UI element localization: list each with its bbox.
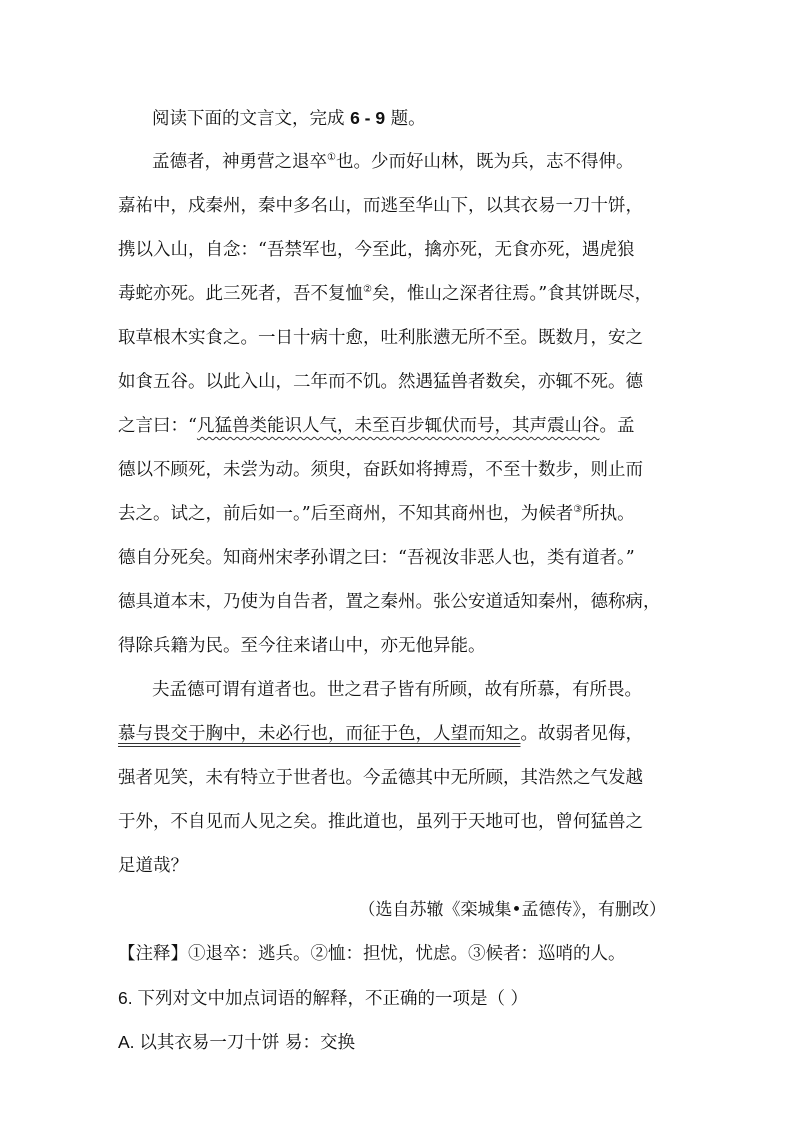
question-stem: 下列对文中加点词语的解释，不正确的一项是（ ） (137, 989, 529, 1009)
passage-line-3: 携以入山，自念：“吾禁军也，今至此，擒亦死，无食亦死，遇虎狼 (118, 240, 635, 260)
footnote-mark-3: ③ (573, 504, 583, 516)
passage-line-8: 德以不顾死，未尝为动。须臾，奋跃如将搏焉，不至十数步，则止而 (118, 460, 643, 480)
text: 矣，惟山之深者往焉。”食其饼既尽， (371, 284, 653, 304)
passage-line-6: 如食五谷。以此入山，二年而不饥。然遇猛兽者数矣，亦辄不死。德 (118, 372, 643, 392)
passage-line-11: 德具道本末，乃使为自告者，置之秦州。张公安道适知秦州，德称病， (118, 592, 661, 612)
passage-line-14 (118, 722, 643, 746)
text: 。孟 (599, 416, 635, 436)
passage-line-1 (152, 150, 633, 174)
question-6-option-a[interactable] (118, 1030, 355, 1055)
passage-line-9 (118, 502, 635, 526)
passage-line-15: 强者见笑，未有特立于世者也。今孟德其中无所顾，其浩然之气发越 (118, 768, 643, 788)
underlined-sentence-2: 慕与畏交于胸中，未必行也，而征于色，人望而知之 (118, 724, 521, 744)
passage-line-13: 夫孟德可谓有道者也。世之君子皆有所顾，故有所慕，有所畏。 (152, 680, 642, 700)
passage-line-16: 于外，不自见而人见之矣。推此道也，虽列于天地可也，曾何猛兽之 (118, 812, 643, 832)
footnote-mark-2: ② (363, 284, 372, 296)
text: 。故弱者见侮， (520, 724, 643, 744)
question-range: 6 - 9 (350, 108, 386, 128)
question-6-stem (118, 986, 528, 1011)
footnote-mark-1: ① (327, 152, 336, 164)
passage-line-12: 得除兵籍为民。至今往来诸山中，亦无他异能。 (118, 636, 486, 656)
passage-line-17: 足道哉？ (118, 856, 188, 876)
passage-line-4 (118, 282, 652, 306)
passage-line-5: 取草根木实食之。一日十病十愈，吐利胀懑无所不至。既数月，安之 (118, 328, 643, 348)
passage-line-2: 嘉祐中，戍秦州，秦中多名山，而逃至华山下，以其衣易一刀十饼， (118, 196, 643, 216)
notes-line: 【注释】①退卒：逃兵。②恤：担忧，忧虑。③候者：巡哨的人。 (118, 944, 626, 964)
text: 之言曰：“ (118, 416, 197, 436)
underlined-sentence-1: 凡猛兽类能识人气，未至百步辄伏而号，其声震山谷 (196, 416, 600, 436)
instruction-text: 阅读下面的文言文，完成 (152, 109, 351, 129)
text: 去之。试之，前后如一。”后至商州，不知其商州也，为候者 (118, 504, 574, 524)
option-label: A. (118, 1032, 140, 1052)
text: 孟德者，神勇营之退卒 (152, 152, 327, 172)
text: 毒蛇亦死。此三死者，吾不复恤 (118, 284, 363, 304)
passage-line-10: 德自分死矣。知商州宋孝孙谓之曰：“吾视汝非恶人也，类有道者。” (118, 548, 635, 568)
instruction-suffix: 题。 (385, 109, 426, 129)
option-text: 以其衣易一刀十饼 易：交换 (139, 1033, 355, 1053)
text: 也。少而好山林，既为兵，志不得伸。 (335, 152, 634, 172)
passage-line-7 (118, 414, 634, 438)
source-citation: （选自苏辙《栾城集•孟德传》，有删改） (358, 900, 666, 920)
question-number: 6. (118, 988, 138, 1008)
instruction-line (152, 106, 426, 131)
text: 所执。 (582, 504, 635, 524)
